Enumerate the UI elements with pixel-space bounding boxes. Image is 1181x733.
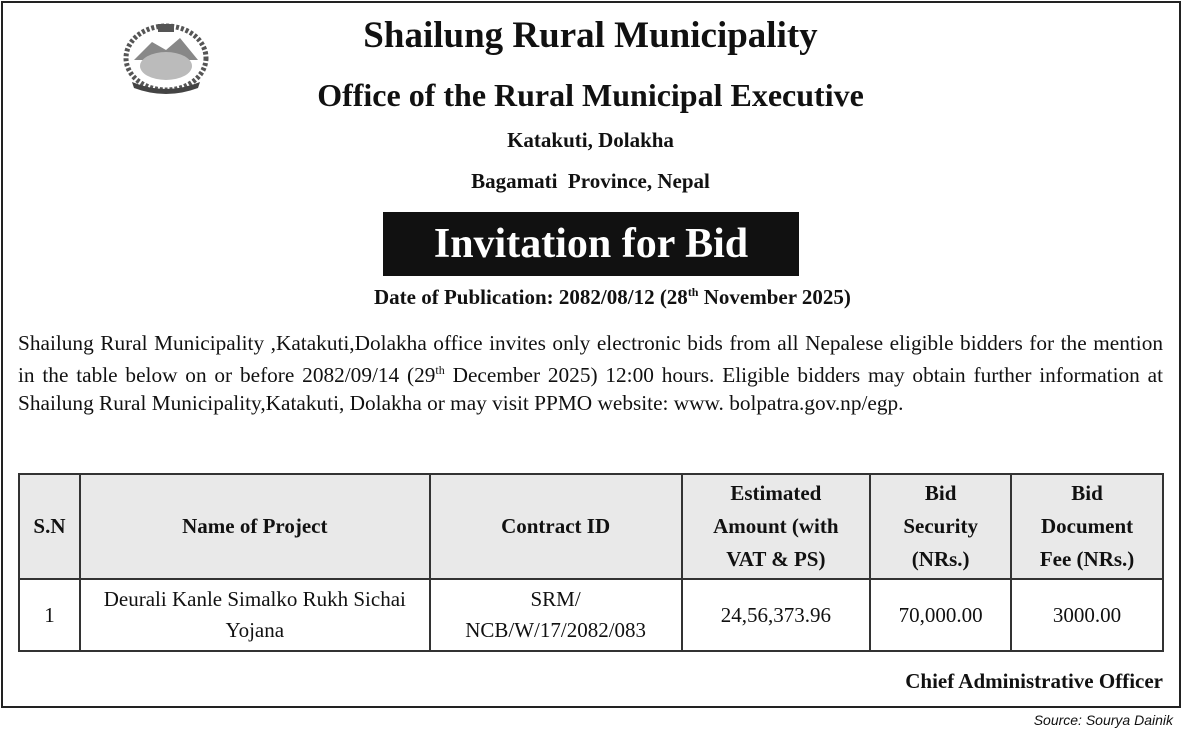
cell-project: Deurali Kanle Simalko Rukh Sichai Yojana bbox=[80, 579, 430, 651]
notice-heading: Invitation for Bid bbox=[383, 212, 799, 276]
para-part-2: December 2025) 12:00 hours. Eligible bidders may obtain further information at Shailung Rural Municipality,Katakuti, Dolakha or may visit PPMO website: www. bolpatra.gov.np/egp. bbox=[18, 363, 1163, 415]
signatory: Chief Administrative Officer bbox=[905, 669, 1163, 693]
para-sup: th bbox=[435, 363, 445, 378]
cell-bid-security: 70,000.00 bbox=[870, 579, 1011, 651]
cell-doc-fee: 3000.00 bbox=[1011, 579, 1163, 651]
office-title: Office of the Rural Municipal Executive bbox=[317, 77, 864, 113]
bid-table bbox=[18, 473, 1164, 652]
col-project: Name of Project bbox=[80, 474, 430, 579]
cell-estimated-amount: 24,56,373.96 bbox=[682, 579, 871, 651]
province: Bagamati Province, Nepal bbox=[471, 169, 710, 193]
publication-date bbox=[374, 285, 851, 310]
table-header-row bbox=[19, 474, 1163, 579]
col-doc-fee: Bid Document Fee (NRs.) bbox=[1011, 474, 1163, 579]
notice-paragraph bbox=[18, 330, 1163, 417]
col-sn: S.N bbox=[19, 474, 80, 579]
col-bid-security: Bid Security (NRs.) bbox=[870, 474, 1011, 579]
municipality-title: Shailung Rural Municipality bbox=[363, 15, 818, 56]
source-credit: Source: Sourya Dainik bbox=[1033, 712, 1173, 728]
cell-contract-id: SRM/ NCB/W/17/2082/083 bbox=[430, 579, 682, 651]
para-part-1: Shailung Rural Municipality ,Katakuti,Dolakha office invites only electronic bids from all Nepalese eligible bidders for the mention in the table below on or before 2082/09/14 (29 bbox=[18, 331, 1163, 388]
pub-date-sup: th bbox=[687, 285, 699, 299]
col-contract-id: Contract ID bbox=[430, 474, 682, 579]
cell-sn: 1 bbox=[19, 579, 80, 651]
col-estimated-amount: Estimated Amount (with VAT & PS) bbox=[682, 474, 871, 579]
table-row bbox=[19, 579, 1163, 651]
pub-date-rest: November 2025) bbox=[698, 285, 851, 309]
pub-date-text: Date of Publication: 2082/08/12 (28 bbox=[374, 285, 688, 309]
location: Katakuti, Dolakha bbox=[507, 128, 674, 152]
